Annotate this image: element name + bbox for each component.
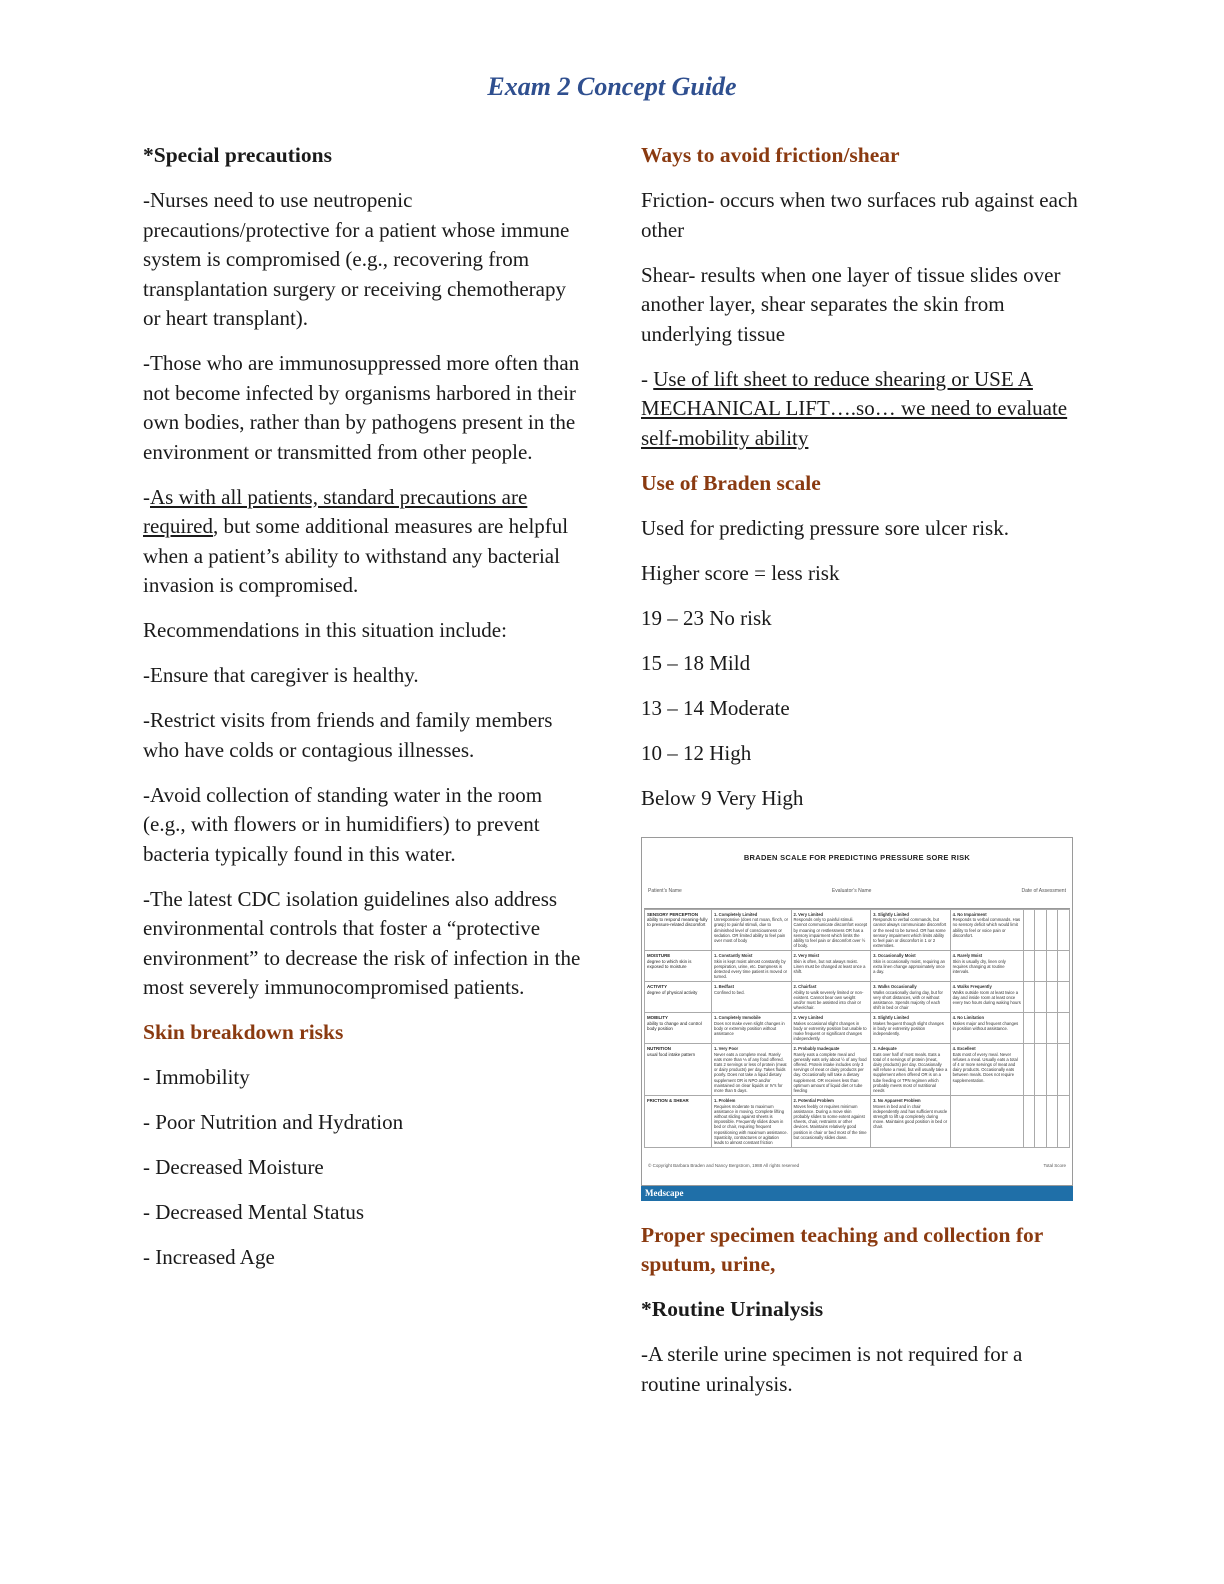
cell-level: 3. Adequate <box>873 1046 897 1052</box>
cell-text: Never eats a complete meal. Rarely eats more than ⅓ of any food offered. Eats 2 servings or less of protein (meat or dairy products) per day. Takes fluids poorly. Does not take a liquid dietary supplement OR is NPO and/or maintained on clear liquids or IV's for more than 5 days. <box>713 1051 787 1094</box>
score-box <box>1058 951 1070 982</box>
risk-item: - Immobility <box>143 1065 250 1089</box>
cell-level: 1. Completely Limited <box>713 912 758 917</box>
page-title: Exam 2 Concept Guide <box>487 72 737 101</box>
braden-cell <box>711 910 791 951</box>
score-box <box>1035 1013 1047 1044</box>
braden-footer <box>644 1148 1070 1183</box>
score-box <box>1058 1044 1070 1096</box>
braden-cell <box>950 910 1023 951</box>
score-box <box>1046 910 1058 951</box>
score-range-item: Below 9 Very High <box>641 785 804 810</box>
cell-level: 2. Chairfast <box>793 984 817 990</box>
cell-text: Rarely eats a complete meal and generally eats only about ½ of any food offered. Protein intake includes only 3 servings of meat or dairy products per day. Occasionally will take a dietary supplement. OR receives less than optimum amount of liquid diet or tube feeding <box>793 1051 867 1094</box>
braden-table <box>644 909 1070 1148</box>
score-box <box>1046 951 1058 982</box>
cell-level: 2. Very Limited <box>793 912 824 917</box>
paragraph-shear: Shear- results when one layer of tissue slides over another layer, shear separates the skin from underlying tissue <box>641 262 1061 346</box>
score-range-item: 15 – 18 Mild <box>641 650 751 675</box>
skin-breakdown-heading: Skin breakdown risks <box>143 1020 344 1044</box>
score-box <box>1046 1013 1058 1044</box>
braden-cell <box>711 951 791 982</box>
date-label: Date of Assessment <box>1021 887 1066 894</box>
braden-sheet <box>641 837 1073 1186</box>
cell-text: Responds to verbal commands, but cannot always communicate discomfort or the need to be turned. OR has some sensory impairment which limits ability to feel pain or discomfort in 1 or 2 extremities. <box>873 917 947 949</box>
special-precautions-heading: *Special precautions <box>143 143 332 167</box>
braden-row-head <box>645 1096 712 1148</box>
cell-level: 2. Probably Inadequate <box>793 1046 840 1052</box>
score-box <box>1023 910 1035 951</box>
friction-heading: Ways to avoid friction/shear <box>641 143 900 167</box>
risk-item: - Poor Nutrition and Hydration <box>143 1110 404 1134</box>
cell-level: 2. Very Moist <box>793 953 820 959</box>
row-description: usual food intake pattern <box>647 1051 696 1057</box>
row-category: NUTRITION <box>647 1046 671 1052</box>
row-description: degree of physical activity <box>647 989 698 995</box>
braden-cell <box>950 982 1023 1013</box>
paragraph-standing-water: -Avoid collection of standing water in the room (e.g., with flowers or in humidifiers) to prevent bacteria typically found in this water. <box>143 782 543 866</box>
copyright-text: © Copyright Barbara Braden and Nancy Bergstrom, 1988 All rights reserved <box>648 1163 800 1169</box>
score-box <box>1046 982 1058 1013</box>
score-box <box>1035 982 1047 1013</box>
braden-cell <box>871 910 951 951</box>
specimen-heading: Proper specimen teaching and collection for sputum, urine, <box>641 1222 1043 1277</box>
risk-item: - Decreased Moisture <box>143 1155 324 1179</box>
cell-level: 3. Walks Occasionally <box>873 984 917 990</box>
cell-level: 3. Slightly Limited <box>873 1015 909 1021</box>
braden-row-head <box>645 910 712 951</box>
paragraph-neutropenic: -Nurses need to use neutropenic precautions/protective for a patient whose immune system is compromised (e.g., recovering from transplantation surgery or receiving chemotherapy or heart transplant). <box>143 188 570 330</box>
cell-text: Skin is usually dry, linen only requires changing at routine intervals. <box>952 958 1006 975</box>
score-box <box>1058 1013 1070 1044</box>
row-description: degree to which skin is exposed to moisture <box>647 958 692 969</box>
braden-row-head <box>645 951 712 982</box>
braden-row-head <box>645 1044 712 1096</box>
paragraph-higher-score: Higher score = less risk <box>641 560 840 585</box>
urinalysis-heading: *Routine Urinalysis <box>641 1297 824 1322</box>
braden-cell <box>791 982 871 1013</box>
row-category: MOBILITY <box>647 1015 668 1021</box>
braden-row-head <box>645 1013 712 1044</box>
cell-text: Eats over half of most meals. Eats a total of 4 servings of protein (meat, dairy products) per day. Occasionally will refuse a meal, but will usually take a supplement when offered OR is on a tube feeding or TPN regimen which probably meets most of nutritional needs <box>873 1051 948 1094</box>
patient-label: Patient’s Name <box>648 887 682 894</box>
braden-row <box>645 1096 1070 1148</box>
cell-level: 4. No Limitation <box>952 1015 985 1021</box>
score-box <box>1035 1044 1047 1096</box>
cell-text: Confined to bed. <box>713 989 745 995</box>
score-box <box>1058 910 1070 951</box>
score-box <box>1058 982 1070 1013</box>
braden-cell <box>711 982 791 1013</box>
score-box <box>1035 1096 1047 1148</box>
row-category: MOISTURE <box>647 953 671 959</box>
score-box <box>1058 1096 1070 1148</box>
paragraph-cdc-guidelines: -The latest CDC isolation guidelines also address environmental controls that foster a “protective environment” to decrease the risk of infection in the most severely immunocompromised patients. <box>143 886 581 999</box>
cell-level: 4. Walks Frequently <box>952 984 992 990</box>
score-box <box>1046 1096 1058 1148</box>
cell-level: 4. Excellent <box>952 1046 976 1052</box>
braden-cell <box>791 1013 871 1044</box>
medscape-source-bar: Medscape <box>641 1186 1073 1201</box>
cell-text: Requires moderate to maximum assistance in moving. Complete lifting without sliding against sheets is impossible. Frequently slides down in bed or chair, requiring frequent repositioning with maximum assistance. Spasticity, contractures or agitation leads to almost constant friction <box>713 1103 788 1145</box>
braden-cell <box>711 1044 791 1096</box>
risk-item: - Increased Age <box>143 1245 275 1269</box>
braden-heading: Use of Braden scale <box>641 470 821 495</box>
cell-level: 4. Rarely Moist <box>952 953 983 959</box>
braden-cell <box>871 951 951 982</box>
cell-text: Moves in bed and in chair independently and has sufficient muscle strength to lift up completely during move. Maintains good position in bed or chair. <box>873 1103 948 1130</box>
underlined-text: Use of lift sheet to reduce shearing or USE A MECHANICAL LIFT….so… we need to evaluate self-mobility ability <box>641 366 1068 450</box>
paragraph-standard-precautions <box>143 483 583 601</box>
cell-level: 1. Bedfast <box>713 984 734 990</box>
score-range-item: 10 – 12 High <box>641 740 752 765</box>
cell-text: Walks occasionally during day, but for very short distances, with or without assistance. Spends majority of each shift in bed or chair <box>873 989 943 1011</box>
prefix: - <box>641 366 654 391</box>
braden-scale-figure <box>641 837 1073 1201</box>
cell-level: 1. Completely Immobile <box>713 1015 761 1021</box>
score-box <box>1023 1013 1035 1044</box>
braden-cell <box>871 982 951 1013</box>
cell-level: 1. Problem <box>713 1098 736 1104</box>
score-box <box>1023 1096 1035 1148</box>
score-box <box>1035 951 1047 982</box>
paragraph-recommendations: Recommendations in this situation include: <box>143 618 507 642</box>
cell-level: 1. Very Poor <box>713 1046 739 1052</box>
cell-text: Walks outside room at least twice a day and inside room at least once every two hours during waking hours <box>952 989 1021 1006</box>
braden-cell <box>711 1096 791 1148</box>
score-box <box>1023 982 1035 1013</box>
paragraph-braden-purpose: Used for predicting pressure sore ulcer risk. <box>641 515 1009 540</box>
score-box <box>1035 910 1047 951</box>
braden-cell <box>791 1096 871 1148</box>
cell-text: Does not make even slight changes in body or extremity position without assistance <box>713 1020 785 1037</box>
braden-cell <box>950 1013 1023 1044</box>
risk-item: - Decreased Mental Status <box>143 1200 365 1224</box>
cell-text: Makes major and frequent changes in position without assistance. <box>952 1020 1019 1031</box>
braden-cell <box>711 1013 791 1044</box>
braden-cell <box>791 1044 871 1096</box>
cell-text: Skin is often, but not always moist. Linen must be changed at least once a shift. <box>793 958 866 975</box>
prefix: - <box>143 484 150 509</box>
paragraph-restrict-visits: -Restrict visits from friends and family members who have colds or contagious illnesses. <box>143 708 553 762</box>
row-category: SENSORY PERCEPTION <box>647 912 698 917</box>
braden-meta <box>644 877 1070 910</box>
cell-level: 2. Potential Problem <box>793 1098 834 1104</box>
paragraph-caregiver: -Ensure that caregiver is healthy. <box>143 663 419 687</box>
braden-row-head <box>645 982 712 1013</box>
cell-text: Makes frequent though slight changes in body or extremity position independently. <box>873 1020 944 1037</box>
total-score-label: Total Score <box>1043 1163 1066 1169</box>
paragraph-immunosuppressed: -Those who are immunosuppressed more often than not become infected by organisms harbored in their own bodies, rather than by pathogens present in the environment or transmitted from other people. <box>143 351 580 464</box>
braden-cell <box>950 1044 1023 1096</box>
score-box <box>1023 951 1035 982</box>
cell-text: Responds only to painful stimuli. Cannot communicate discomfort except by moaning or restlessness OR has a sensory impairment which limits the ability to feel pain or discomfort over ½ of body. <box>793 917 868 949</box>
cell-text: Skin is kept moist almost constantly by perspiration, urine, etc. Dampness is detected every time patient is moved or turned. <box>713 958 788 980</box>
cell-level: 3. Slightly Limited <box>873 912 909 917</box>
braden-cell <box>871 1096 951 1148</box>
cell-text: Responds to verbal commands. Has no sensory deficit which would limit ability to feel or voice pain or discomfort. <box>952 917 1021 938</box>
cell-level: 3. Occasionally Moist <box>873 953 916 959</box>
braden-row <box>645 982 1070 1013</box>
score-range-item: 19 – 23 No risk <box>641 605 772 630</box>
cell-text: Ability to walk severely limited or non-existent. Cannot bear own weight and/or must be assisted into chair or wheelchair. <box>793 989 864 1011</box>
braden-row <box>645 910 1070 951</box>
braden-cell <box>791 951 871 982</box>
braden-cell <box>950 1096 1023 1148</box>
underlined-text: As with all patients, standard precautions are required <box>143 484 528 538</box>
score-box <box>1046 1044 1058 1096</box>
cell-text: Moves feebly or requires minimum assistance. During a move skin probably slides to some extent against sheets, chair, restraints or other devices. Maintains relatively good position in chair or bed most of the time but occasionally slides down. <box>793 1103 867 1140</box>
right-column <box>641 141 1081 1415</box>
paragraph-urinalysis: -A sterile urine specimen is not required for a routine urinalysis. <box>641 1342 1023 1396</box>
braden-row <box>645 951 1070 982</box>
evaluator-label: Evaluator’s Name <box>831 887 872 894</box>
row-description: ability to respond meaning-fully to pressure-related discomfort <box>647 917 708 928</box>
row-category: FRICTION & SHEAR <box>647 1098 689 1104</box>
cell-text: Makes occasional slight changes in body or extremity position but unable to make frequent or significant changes independently. <box>793 1020 867 1042</box>
braden-row <box>645 1044 1070 1096</box>
row-description: ability to change and control body position <box>647 1020 702 1031</box>
cell-level: 3. No Apparent Problem <box>873 1098 921 1104</box>
braden-cell <box>791 910 871 951</box>
score-range-item: 13 – 14 Moderate <box>641 695 790 720</box>
paragraph-lift-sheet <box>641 365 1081 454</box>
cell-text: Eats most of every meal. Never refuses a meal. Usually eats a total of 4 or more servings of meat and dairy products. Occasionally eats between meals. Does not require supplementation. <box>952 1051 1018 1083</box>
braden-cell <box>950 951 1023 982</box>
cell-text: Unresponsive (does not moan, flinch, or grasp) to painful stimuli, due to diminished level of consciousness or sedation. OR limited ability to feel pain over most of body <box>713 917 789 944</box>
paragraph-friction: Friction- occurs when two surfaces rub against each other <box>641 188 1078 242</box>
cell-level: 4. No Impairment <box>952 912 987 917</box>
braden-row <box>645 1013 1070 1044</box>
cell-text: Skin is occasionally moist, requiring an extra linen change approximately once a day. <box>873 958 945 975</box>
score-box <box>1023 1044 1035 1096</box>
left-column <box>143 141 583 1288</box>
paragraph-rest: , but some additional measures are helpful when a patient’s ability to withstand any bacterial invasion is compromised. <box>143 514 569 597</box>
braden-cell <box>871 1044 951 1096</box>
row-category: ACTIVITY <box>647 984 668 990</box>
braden-title: BRADEN SCALE FOR PREDICTING PRESSURE SORE RISK <box>743 853 971 862</box>
braden-cell <box>871 1013 951 1044</box>
cell-level: 2. Very Limited <box>793 1015 824 1021</box>
cell-level: 1. Constantly Moist <box>713 953 753 959</box>
